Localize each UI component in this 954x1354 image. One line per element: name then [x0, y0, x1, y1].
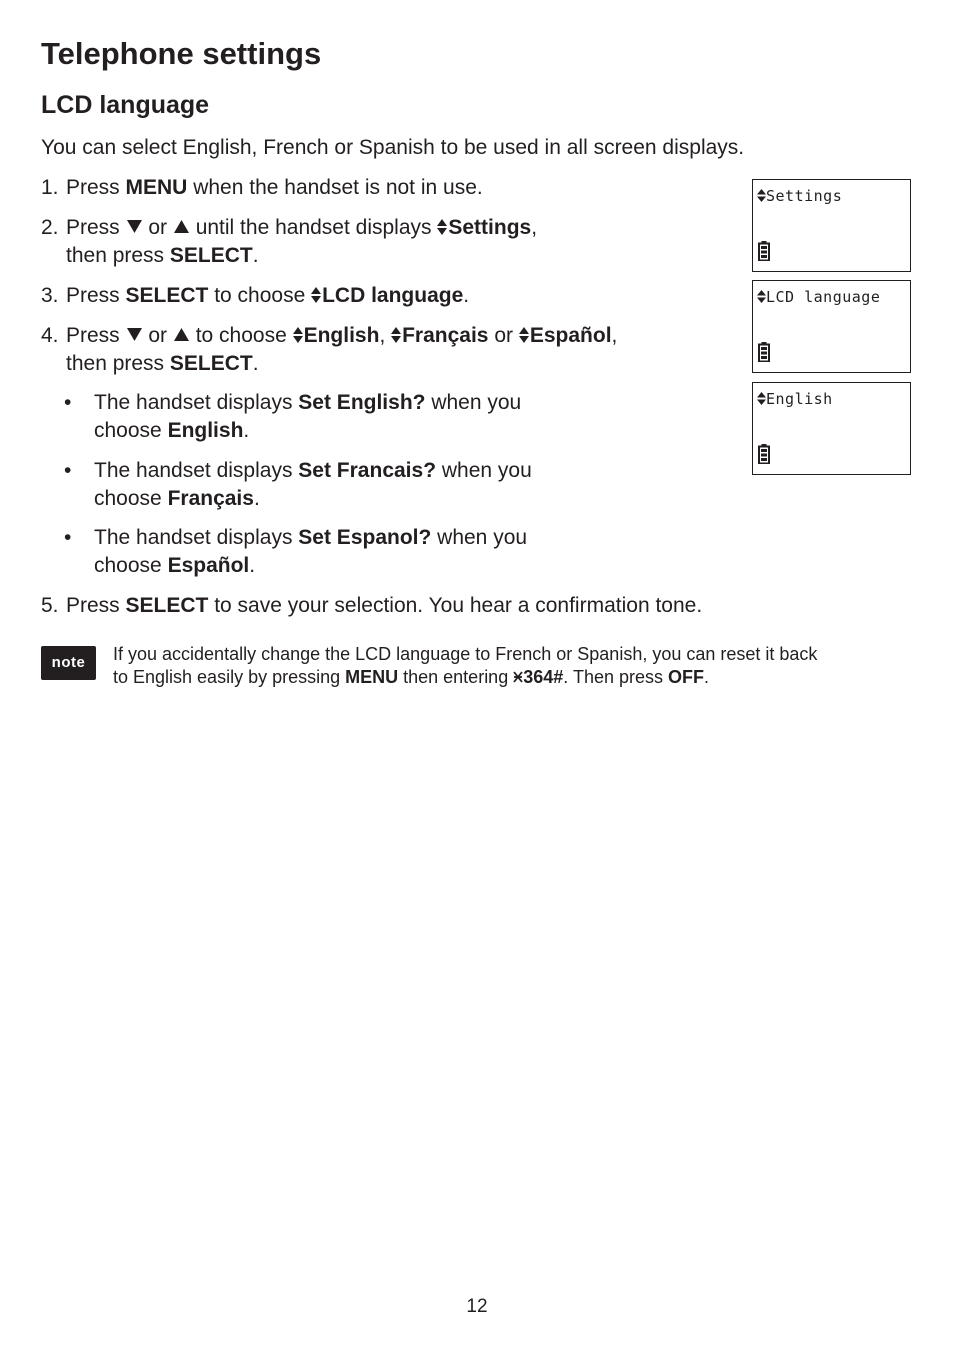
page-title: Telephone settings [41, 36, 322, 71]
step-number: 4. [41, 324, 59, 347]
key-off: OFF [668, 667, 704, 687]
page-number: 12 [466, 1296, 488, 1317]
nav-updown-icon [757, 392, 766, 405]
step-number: 5. [41, 594, 59, 617]
menu-settings: Settings [448, 216, 532, 239]
step-number: 1. [41, 176, 59, 199]
reset-code: 364# [523, 667, 564, 687]
nav-updown-icon [519, 327, 529, 343]
nav-updown-icon [757, 189, 766, 202]
key-menu: MENU [125, 176, 188, 199]
battery-icon [758, 342, 770, 362]
section-title: LCD language [41, 91, 210, 119]
lcd-screen-settings [752, 179, 911, 272]
nav-updown-icon [293, 327, 303, 343]
down-arrow-icon [127, 328, 142, 341]
lcd-text: LCD language [766, 288, 881, 306]
nav-updown-icon [757, 290, 766, 303]
key-menu: MENU [345, 667, 399, 687]
lcd-text: English [766, 390, 833, 408]
option-espanol: Español [529, 324, 612, 347]
nav-updown-icon [311, 287, 321, 303]
nav-updown-icon [391, 327, 401, 343]
step-number: 2. [41, 216, 59, 239]
star-key-icon [513, 670, 523, 684]
note-text: If you accidentally change the LCD language to French or Spanish, you can reset it back to English easily by pressing MENU then entering 364#. Then press OFF. [113, 644, 818, 687]
option-english: English [303, 324, 380, 347]
key-select: SELECT [169, 351, 253, 375]
menu-lcd-language: LCD language [322, 284, 464, 307]
down-arrow-icon [127, 220, 142, 233]
up-arrow-icon [174, 328, 189, 341]
option-francais: Français [402, 324, 489, 347]
lcd-screen-lcd-language [752, 280, 911, 373]
lcd-screen-english [752, 382, 911, 475]
lcd-text: Settings [766, 187, 843, 205]
nav-updown-icon [437, 219, 447, 235]
key-select: SELECT [169, 243, 253, 267]
key-select: SELECT [125, 594, 209, 617]
battery-icon [758, 444, 770, 464]
key-select: SELECT [125, 284, 209, 307]
intro-text: You can select English, French or Spanish to be used in all screen displays. [41, 136, 745, 159]
step-number: 3. [41, 284, 59, 307]
battery-icon [758, 241, 770, 261]
note-badge: note [41, 646, 96, 680]
up-arrow-icon [174, 220, 189, 233]
